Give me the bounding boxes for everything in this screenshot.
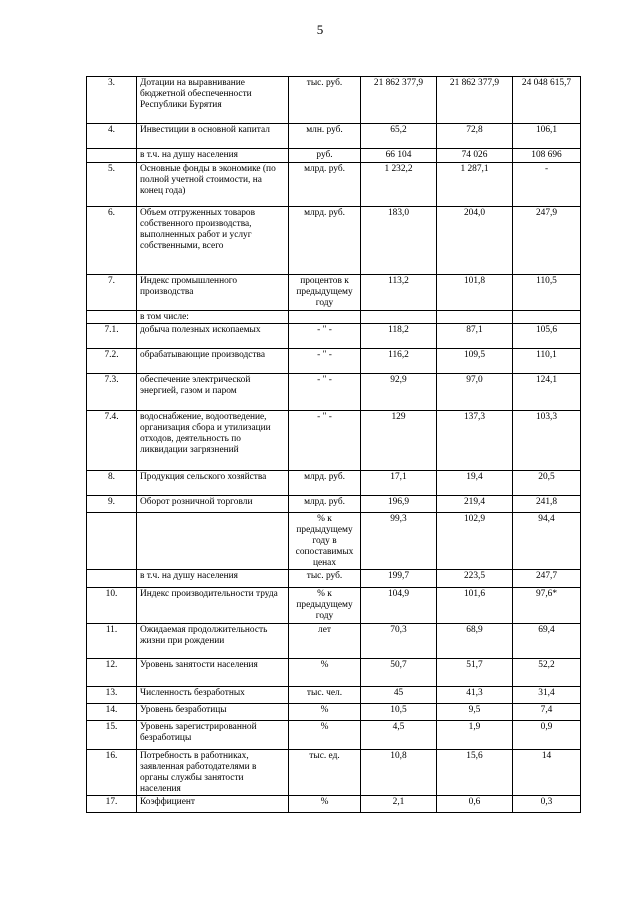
value-cell-1: 66 104 <box>361 149 437 163</box>
value-cell-2: 15,6 <box>437 750 513 796</box>
table-row <box>87 750 581 796</box>
unit-cell: % <box>289 721 361 750</box>
value-cell-3: 110,5 <box>513 275 581 311</box>
value-cell-3 <box>513 311 581 324</box>
table-row <box>87 275 581 311</box>
value-cell-3: 0,3 <box>513 796 581 813</box>
table-row <box>87 588 581 624</box>
value-cell-3: 52,2 <box>513 659 581 687</box>
value-cell-2: 204,0 <box>437 207 513 275</box>
value-cell-1: 2,1 <box>361 796 437 813</box>
value-cell-1: 196,9 <box>361 496 437 513</box>
unit-cell: тыс. ед. <box>289 750 361 796</box>
value-cell-3: 0,9 <box>513 721 581 750</box>
value-cell-3: 124,1 <box>513 374 581 411</box>
row-number-cell: 8. <box>87 471 137 496</box>
value-cell-3: - <box>513 163 581 207</box>
indicator-name-cell: Индекс промышленного производства <box>137 275 289 311</box>
value-cell-3: 247,7 <box>513 570 581 588</box>
indicator-name-cell: в т.ч. на душу населения <box>137 570 289 588</box>
value-cell-1: 65,2 <box>361 124 437 149</box>
row-number-cell <box>87 149 137 163</box>
row-number-cell: 7.2. <box>87 349 137 374</box>
row-number-cell: 4. <box>87 124 137 149</box>
value-cell-2: 101,6 <box>437 588 513 624</box>
row-number-cell: 6. <box>87 207 137 275</box>
indicator-name-cell: добыча полезных ископаемых <box>137 324 289 349</box>
row-number-cell: 7.3. <box>87 374 137 411</box>
value-cell-2: 72,8 <box>437 124 513 149</box>
row-number-cell: 9. <box>87 496 137 513</box>
value-cell-3: 69,4 <box>513 624 581 659</box>
value-cell-1: 113,2 <box>361 275 437 311</box>
value-cell-2: 51,7 <box>437 659 513 687</box>
table-body <box>87 77 581 813</box>
value-cell-1: 92,9 <box>361 374 437 411</box>
indicator-name-cell <box>137 513 289 570</box>
value-cell-3: 20,5 <box>513 471 581 496</box>
indicator-name-cell: Объем отгруженных товаров собственного производства, выполненных работ и услуг собственными, всего <box>137 207 289 275</box>
table-row <box>87 324 581 349</box>
unit-cell: % к предыдущему году в сопоставимых ценах <box>289 513 361 570</box>
row-number-cell: 12. <box>87 659 137 687</box>
value-cell-3: 97,6* <box>513 588 581 624</box>
value-cell-2: 109,5 <box>437 349 513 374</box>
table-row <box>87 163 581 207</box>
table-row <box>87 349 581 374</box>
row-number-cell <box>87 311 137 324</box>
indicator-name-cell: Коэффициент <box>137 796 289 813</box>
value-cell-3: 247,9 <box>513 207 581 275</box>
indicator-name-cell: Оборот розничной торговли <box>137 496 289 513</box>
unit-cell: тыс. руб. <box>289 77 361 124</box>
value-cell-2: 21 862 377,9 <box>437 77 513 124</box>
value-cell-2: 137,3 <box>437 411 513 471</box>
unit-cell: % <box>289 796 361 813</box>
table-row <box>87 721 581 750</box>
value-cell-1: 21 862 377,9 <box>361 77 437 124</box>
table-row <box>87 124 581 149</box>
value-cell-3: 241,8 <box>513 496 581 513</box>
value-cell-1: 1 232,2 <box>361 163 437 207</box>
value-cell-1: 70,3 <box>361 624 437 659</box>
unit-cell: % <box>289 659 361 687</box>
unit-cell: млрд. руб. <box>289 471 361 496</box>
row-number-cell: 7.4. <box>87 411 137 471</box>
value-cell-3: 31,4 <box>513 687 581 704</box>
value-cell-2: 74 026 <box>437 149 513 163</box>
indicator-name-cell: Уровень безработицы <box>137 704 289 721</box>
indicator-name-cell: Уровень занятости населения <box>137 659 289 687</box>
row-number-cell: 16. <box>87 750 137 796</box>
value-cell-3: 103,3 <box>513 411 581 471</box>
unit-cell: - " - <box>289 374 361 411</box>
unit-cell: млрд. руб. <box>289 163 361 207</box>
value-cell-1: 4,5 <box>361 721 437 750</box>
indicator-name-cell: в т.ч. на душу населения <box>137 149 289 163</box>
row-number-cell: 10. <box>87 588 137 624</box>
value-cell-1: 199,7 <box>361 570 437 588</box>
unit-cell: млн. руб. <box>289 124 361 149</box>
indicator-name-cell: Инвестиции в основной капитал <box>137 124 289 149</box>
indicator-name-cell: Индекс производительности труда <box>137 588 289 624</box>
value-cell-2: 102,9 <box>437 513 513 570</box>
unit-cell: - " - <box>289 349 361 374</box>
value-cell-2: 223,5 <box>437 570 513 588</box>
value-cell-2: 101,8 <box>437 275 513 311</box>
unit-cell: тыс. руб. <box>289 570 361 588</box>
unit-cell: % <box>289 704 361 721</box>
value-cell-2: 19,4 <box>437 471 513 496</box>
row-number-cell <box>87 570 137 588</box>
row-number-cell: 17. <box>87 796 137 813</box>
value-cell-3: 7,4 <box>513 704 581 721</box>
value-cell-3: 106,1 <box>513 124 581 149</box>
table-row <box>87 496 581 513</box>
indicator-name-cell: Уровень зарегистрированной безработицы <box>137 721 289 750</box>
row-number-cell: 13. <box>87 687 137 704</box>
value-cell-3: 94,4 <box>513 513 581 570</box>
row-number-cell: 7.1. <box>87 324 137 349</box>
value-cell-1: 17,1 <box>361 471 437 496</box>
table-row <box>87 471 581 496</box>
row-number-cell <box>87 513 137 570</box>
table-row <box>87 207 581 275</box>
row-number-cell: 3. <box>87 77 137 124</box>
value-cell-2 <box>437 311 513 324</box>
unit-cell: % к предыдущему году <box>289 588 361 624</box>
table-row <box>87 704 581 721</box>
value-cell-2: 97,0 <box>437 374 513 411</box>
value-cell-1: 116,2 <box>361 349 437 374</box>
table-row <box>87 796 581 813</box>
value-cell-2: 68,9 <box>437 624 513 659</box>
unit-cell: процентов к предыдущему году <box>289 275 361 311</box>
unit-cell: млрд. руб. <box>289 207 361 275</box>
value-cell-3: 110,1 <box>513 349 581 374</box>
table-row <box>87 624 581 659</box>
value-cell-1 <box>361 311 437 324</box>
table-row <box>87 513 581 570</box>
unit-cell: млрд. руб. <box>289 496 361 513</box>
value-cell-3: 105,6 <box>513 324 581 349</box>
indicator-name-cell: водоснабжение, водоотведение, организация сбора и утилизации отходов, деятельность по ликвидации загрязнений <box>137 411 289 471</box>
value-cell-1: 129 <box>361 411 437 471</box>
indicator-name-cell: Численность безработных <box>137 687 289 704</box>
value-cell-1: 183,0 <box>361 207 437 275</box>
indicator-name-cell: Основные фонды в экономике (по полной учетной стоимости, на конец года) <box>137 163 289 207</box>
table-row <box>87 659 581 687</box>
unit-cell: - " - <box>289 324 361 349</box>
unit-cell: тыс. чел. <box>289 687 361 704</box>
table-row <box>87 149 581 163</box>
indicator-name-cell: Ожидаемая продолжительность жизни при рождении <box>137 624 289 659</box>
indicator-name-cell: в том числе: <box>137 311 289 324</box>
value-cell-2: 41,3 <box>437 687 513 704</box>
unit-cell <box>289 311 361 324</box>
table-row <box>87 311 581 324</box>
indicator-name-cell: Продукция сельского хозяйства <box>137 471 289 496</box>
value-cell-1: 104,9 <box>361 588 437 624</box>
indicator-name-cell: обеспечение электрической энергией, газом и паром <box>137 374 289 411</box>
value-cell-3: 108 696 <box>513 149 581 163</box>
row-number-cell: 15. <box>87 721 137 750</box>
indicator-name-cell: Дотации на выравнивание бюджетной обеспеченности Республики Бурятия <box>137 77 289 124</box>
row-number-cell: 7. <box>87 275 137 311</box>
table-row <box>87 411 581 471</box>
value-cell-2: 0,6 <box>437 796 513 813</box>
indicator-name-cell: Потребность в работниках, заявленная работодателями в органы службы занятости населения <box>137 750 289 796</box>
table-row <box>87 687 581 704</box>
value-cell-2: 219,4 <box>437 496 513 513</box>
value-cell-1: 10,8 <box>361 750 437 796</box>
value-cell-1: 45 <box>361 687 437 704</box>
unit-cell: лет <box>289 624 361 659</box>
unit-cell: руб. <box>289 149 361 163</box>
value-cell-1: 118,2 <box>361 324 437 349</box>
indicators-table <box>86 76 581 813</box>
value-cell-2: 9,5 <box>437 704 513 721</box>
row-number-cell: 14. <box>87 704 137 721</box>
value-cell-1: 99,3 <box>361 513 437 570</box>
value-cell-1: 50,7 <box>361 659 437 687</box>
table-row <box>87 374 581 411</box>
table-row <box>87 77 581 124</box>
table-row <box>87 570 581 588</box>
value-cell-2: 1,9 <box>437 721 513 750</box>
row-number-cell: 5. <box>87 163 137 207</box>
row-number-cell: 11. <box>87 624 137 659</box>
value-cell-3: 14 <box>513 750 581 796</box>
value-cell-1: 10,5 <box>361 704 437 721</box>
value-cell-2: 1 287,1 <box>437 163 513 207</box>
indicator-name-cell: обрабатывающие производства <box>137 349 289 374</box>
unit-cell: - " - <box>289 411 361 471</box>
value-cell-3: 24 048 615,7 <box>513 77 581 124</box>
value-cell-2: 87,1 <box>437 324 513 349</box>
page-number: 5 <box>316 22 324 37</box>
